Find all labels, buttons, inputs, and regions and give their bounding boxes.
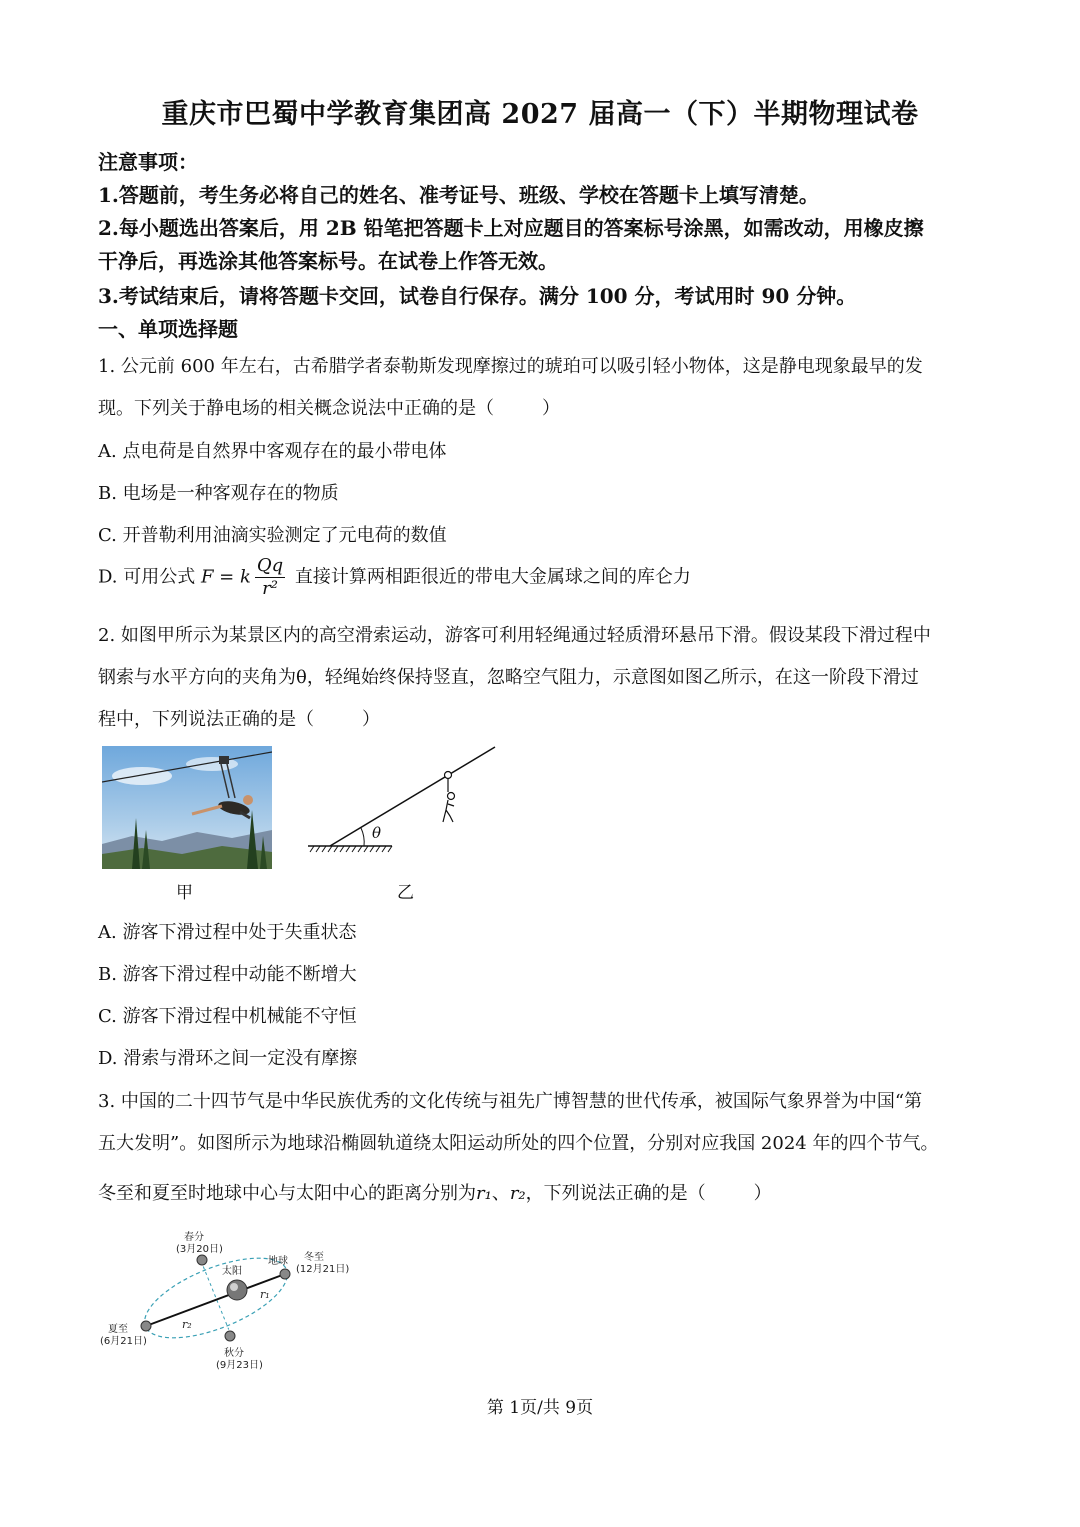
zipline-diagram xyxy=(300,742,500,857)
summer-date: (6月21日) xyxy=(100,1336,147,1347)
coulomb-fraction xyxy=(255,557,285,598)
q3-stem-text-end: ，下列说法正确的是（ xyxy=(525,1183,706,1204)
notice-item-3: 3.考试结束后，请将答题卡交回，试卷自行保存。满分 100 分，考试用时 90 分钟。 xyxy=(98,284,857,308)
spring-date: (3月20日) xyxy=(176,1244,223,1255)
zipline-photo xyxy=(102,746,272,869)
r2-label: r₂ xyxy=(182,1318,192,1331)
r1-symbol: r₁ xyxy=(476,1183,492,1204)
q2-stem-line-2: 钢索与水平方向的夹角为θ，轻绳始终保持竖直，忽略空气阻力，示意图如图乙所示，在这一阶段下滑过 xyxy=(98,667,919,688)
page-footer: 第 1页/共 9页 xyxy=(486,1398,594,1418)
notice-heading: 注意事项： xyxy=(98,150,198,174)
winter-label: 冬至 xyxy=(304,1252,324,1263)
q2-option-b: B. 游客下滑过程中动能不断增大 xyxy=(98,964,357,985)
r2-symbol: r₂ xyxy=(509,1183,526,1204)
autumn-label: 秋分 xyxy=(224,1348,244,1359)
section-heading: 一、单项选择题 xyxy=(98,317,238,341)
autumn-date: (9月23日) xyxy=(216,1360,263,1371)
q3-stem-text: 冬至和夏至时地球中心与太阳中心的距离分别为 xyxy=(98,1183,476,1204)
q2-option-a: A. 游客下滑过程中处于失重状态 xyxy=(98,922,357,943)
sun-label: 太阳 xyxy=(222,1266,242,1277)
notice-item-2-line-1: 2.每小题选出答案后，用 2B 铅笔把答题卡上对应题目的答案标号涂黑，如需改动，用橡皮擦 xyxy=(98,216,924,240)
figure-b-caption: 乙 xyxy=(397,883,414,903)
q1-option-c: C. 开普勒利用油滴实验测定了元电荷的数值 xyxy=(98,525,447,546)
separator: 、 xyxy=(491,1183,510,1204)
q2-paren-close: ） xyxy=(362,709,380,730)
q1-option-a: A. 点电荷是自然界中客观存在的最小带电体 xyxy=(98,441,447,462)
q3-paren-close: ） xyxy=(753,1183,772,1204)
q1-option-d-suffix: 直接计算两相距很近的带电大金属球之间的库仑力 xyxy=(294,566,691,588)
formula-lhs: F = k xyxy=(200,566,251,588)
q2-stem-text: 程中，下列说法正确的是（ xyxy=(98,709,314,730)
q3-stem-line-3 xyxy=(98,1179,772,1205)
fraction-denominator: r² xyxy=(262,578,278,599)
q2-option-c: C. 游客下滑过程中机械能不守恒 xyxy=(98,1006,357,1027)
q1-stem-text: 现。下列关于静电场的相关概念说法中正确的是（ xyxy=(98,398,494,419)
notice-item-1: 1.答题前，考生务必将自己的姓名、准考证号、班级、学校在答题卡上填写清楚。 xyxy=(98,183,819,207)
q1-stem-line-1: 1. 公元前 600 年左右，古希腊学者泰勒斯发现摩擦过的琥珀可以吸引轻小物体，这是静电现象最早的发 xyxy=(98,356,923,377)
q2-stem-line-1: 2. 如图甲所示为某景区内的高空滑索运动，游客可利用轻绳通过轻质滑环悬吊下滑。假设某段下滑过程中 xyxy=(98,625,931,646)
figure-a-caption: 甲 xyxy=(176,883,193,903)
r1-label: r₁ xyxy=(260,1288,270,1301)
q1-option-d-prefix: D. 可用公式 xyxy=(98,566,196,588)
spring-label: 春分 xyxy=(184,1232,204,1243)
earth-orbit-diagram xyxy=(96,1228,366,1378)
q3-stem-line-1: 3. 中国的二十四节气是中华民族优秀的文化传统与祖先广博智慧的世代传承，被国际气象界誉为中国“第 xyxy=(98,1091,923,1112)
winter-date: (12月21日) xyxy=(296,1264,350,1275)
notice-item-2-line-2: 干净后，再选涂其他答案标号。在试卷上作答无效。 xyxy=(98,249,558,273)
q1-paren-close: ） xyxy=(542,398,560,419)
fraction-numerator: Qq xyxy=(256,555,284,576)
q1-stem-line-2 xyxy=(98,394,560,420)
earth-label: 地球 xyxy=(268,1256,288,1267)
page-title: 重庆市巴蜀中学教育集团高 2027 届高一（下）半期物理试卷 xyxy=(161,99,919,130)
summer-label: 夏至 xyxy=(108,1324,128,1335)
q1-option-b: B. 电场是一种客观存在的物质 xyxy=(98,483,339,504)
q1-option-d xyxy=(98,557,691,598)
q2-stem-line-3 xyxy=(98,705,380,731)
q2-option-d: D. 滑索与滑环之间一定没有摩擦 xyxy=(98,1048,358,1069)
angle-theta-label: θ xyxy=(372,824,382,842)
q3-stem-line-2: 五大发明”。如图所示为地球沿椭圆轨道绕太阳运动所处的四个位置，分别对应我国 2024 年的四个节气。 xyxy=(98,1133,939,1154)
